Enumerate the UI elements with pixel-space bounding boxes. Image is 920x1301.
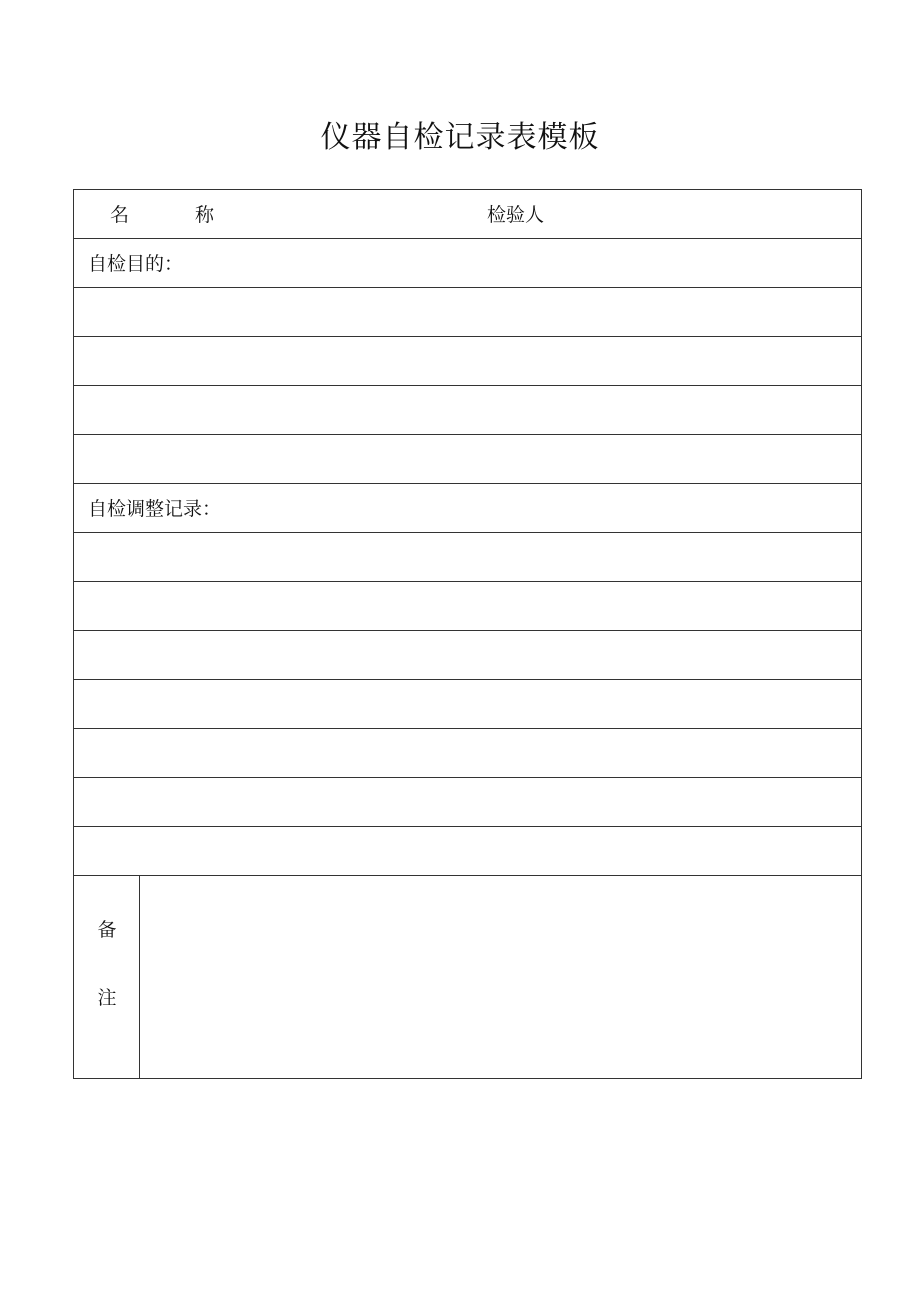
remarks-label-cell	[74, 876, 140, 1078]
adjustment-blank-line[interactable]	[74, 533, 861, 582]
remarks-label-char-1: 备	[97, 919, 117, 941]
remarks-row	[74, 876, 861, 1078]
purpose-blank-line[interactable]	[74, 435, 861, 484]
inspector-label: 检验人	[487, 204, 545, 226]
adjustment-blank-line[interactable]	[74, 778, 861, 827]
purpose-label-row	[74, 239, 861, 288]
purpose-blank-line[interactable]	[74, 386, 861, 435]
adjustment-label-row	[74, 484, 861, 533]
adjustment-blank-line[interactable]	[74, 827, 861, 876]
inspection-record-form	[73, 189, 862, 1079]
adjustment-blank-line[interactable]	[74, 680, 861, 729]
page-title: 仪器自检记录表模板	[320, 120, 600, 155]
remarks-content-area[interactable]	[140, 876, 861, 1078]
name-label-char-2: 称	[195, 204, 215, 226]
remarks-label-char-2: 注	[97, 987, 117, 1009]
name-label-char-1: 名	[110, 204, 130, 226]
adjustment-label: 自检调整记录：	[88, 498, 222, 520]
header-row	[74, 190, 861, 239]
purpose-label: 自检目的：	[88, 253, 184, 275]
adjustment-blank-line[interactable]	[74, 631, 861, 680]
adjustment-blank-line[interactable]	[74, 729, 861, 778]
adjustment-blank-line[interactable]	[74, 582, 861, 631]
purpose-blank-line[interactable]	[74, 337, 861, 386]
purpose-blank-line[interactable]	[74, 288, 861, 337]
